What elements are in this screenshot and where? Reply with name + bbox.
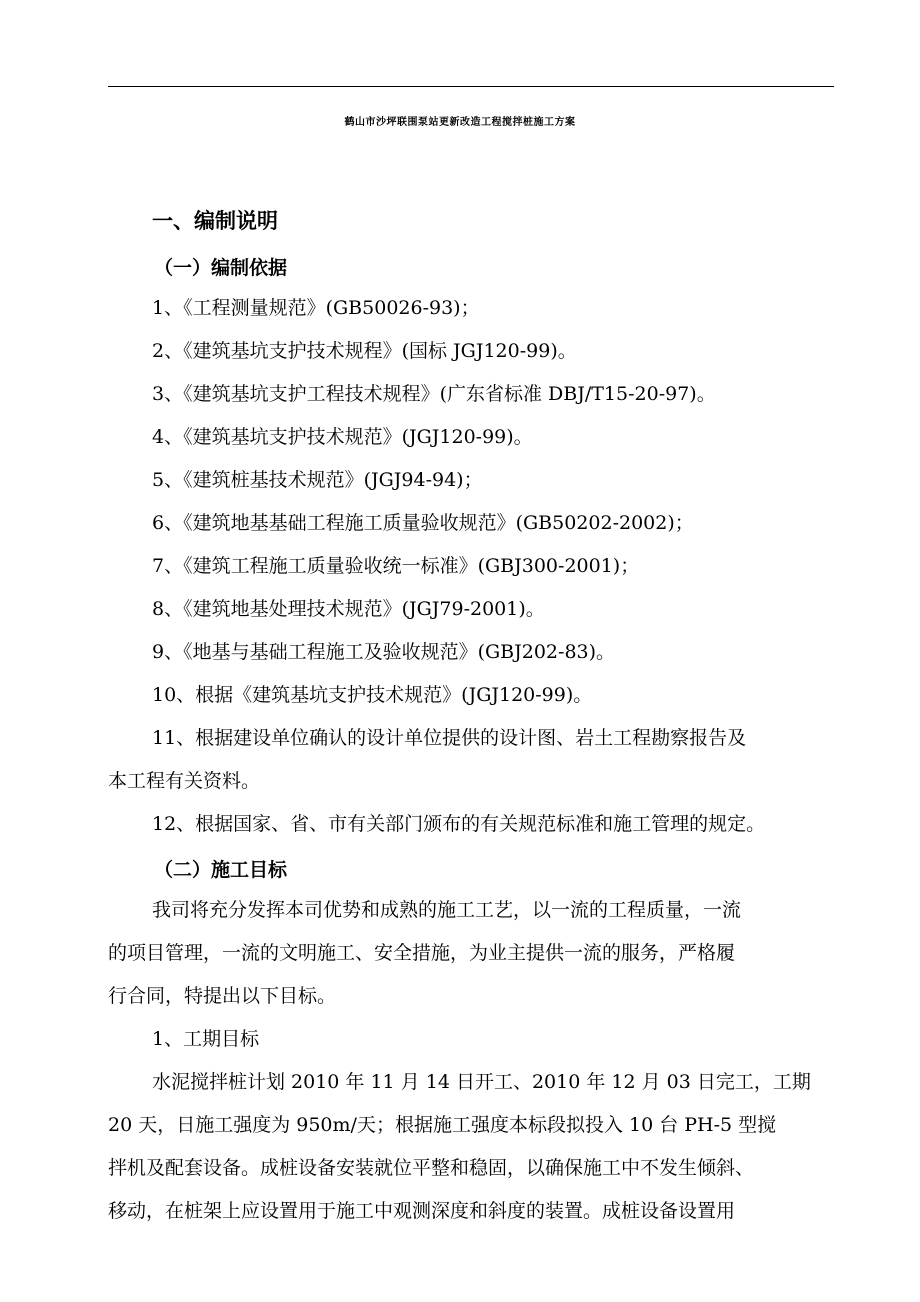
goal-paragraph-line: 我司将充分发挥本司优势和成熟的施工工艺，以一流的工程质量，一流 [152,899,742,921]
subsection-heading-goals: （二）施工目标 [154,859,288,881]
document-title: 鹤山市沙坪联围泵站更新改造工程搅拌桩施工方案 [344,117,576,128]
basis-item-11-line2: 本工程有关资料。 [108,770,261,792]
basis-item: 4、《建筑基坑支护技术规范》(JGJ120-99)。 [152,426,533,448]
basis-item: 10、根据《建筑基坑支护技术规范》(JGJ120-99)。 [152,684,593,706]
schedule-paragraph-line: 20 天，日施工强度为 950m/天；根据施工强度本标段拟投入 10 台 PH-5 型搅 [108,1114,777,1136]
basis-item: 7、《建筑工程施工质量验收统一标准》(GBJ300-2001)； [152,555,640,577]
schedule-paragraph-line: 拌机及配套设备。成桩设备安装就位平整和稳固，以确保施工中不发生倾斜、 [108,1157,755,1179]
goal-paragraph-line: 行合同，特提出以下目标。 [108,985,337,1007]
basis-item: 9、《地基与基础工程施工及验收规范》(GBJ202-83)。 [152,641,616,663]
basis-item: 2、《建筑基坑支护技术规程》(国标 JGJ120-99)。 [152,340,577,362]
basis-item: 1、《工程测量规范》(GB50026-93)； [152,297,480,319]
basis-item: 5、《建筑桩基技术规范》(JGJ94-94)； [152,469,483,491]
goal-paragraph-line: 的项目管理，一流的文明施工、安全措施，为业主提供一流的服务，严格履 [108,942,736,964]
basis-item: 8、《建筑地基处理技术规范》(JGJ79-2001)。 [152,598,545,620]
basis-item-11-line1: 11、根据建设单位确认的设计单位提供的设计图、岩土工程勘察报告及 [152,727,747,749]
schedule-heading: 1、工期目标 [152,1028,260,1050]
header-rule [108,86,834,87]
subsection-heading-basis: （一）编制依据 [154,257,288,279]
section-heading: 一、编制说明 [152,208,278,233]
basis-item: 6、《建筑地基基础工程施工质量验收规范》(GB50202-2002)； [152,512,694,534]
schedule-paragraph-line: 移动，在桩架上应设置用于施工中观测深度和斜度的装置。成桩设备设置用 [108,1200,736,1222]
schedule-paragraph-line: 水泥搅拌桩计划 2010 年 11 月 14 日开工、2010 年 12 月 03 日完工，工期 [152,1071,811,1093]
basis-item: 3、《建筑基坑支护工程技术规程》(广东省标准 DBJ/T15-20-97)。 [152,383,716,405]
basis-item-12: 12、根据国家、省、市有关部门颁布的有关规范标准和施工管理的规定。 [152,813,766,835]
